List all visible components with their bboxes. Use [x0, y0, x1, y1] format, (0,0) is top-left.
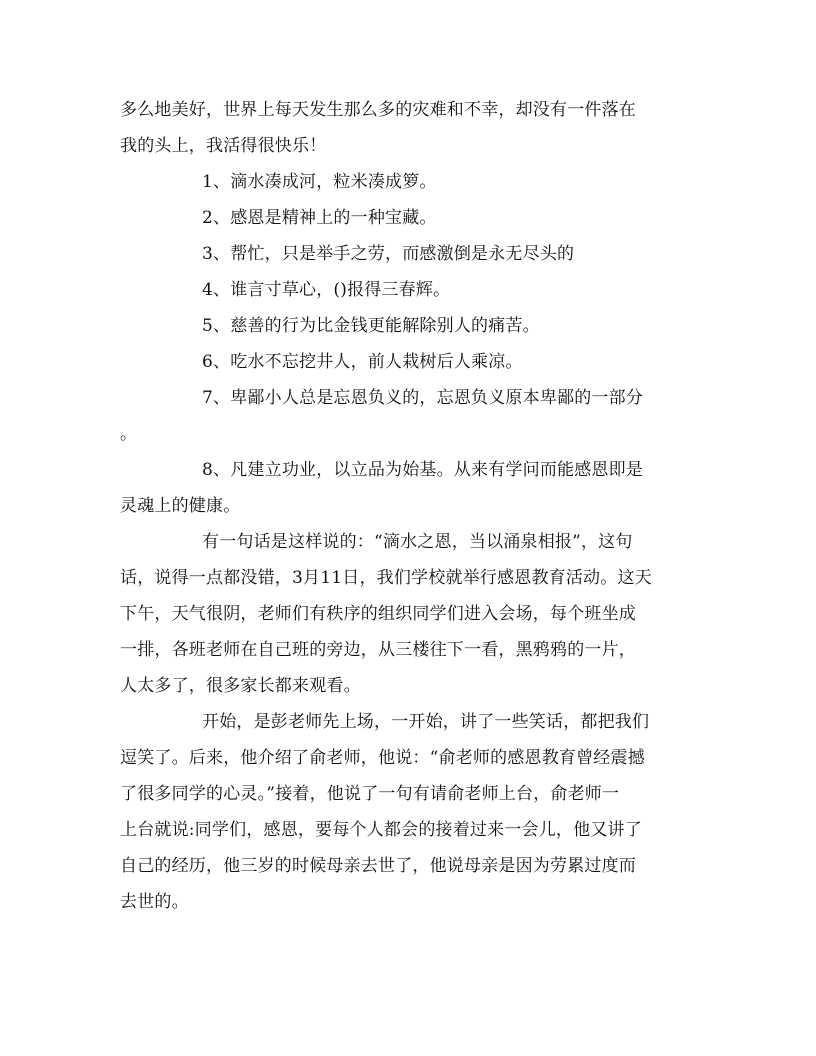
paragraph-2-line: 自己的经历，他三岁的时候母亲去世了，他说母亲是因为劳累过度而 — [120, 856, 636, 876]
intro-line: 我的头上，我活得很快乐！ — [120, 136, 327, 156]
paragraph-2-line: 上台就说:同学们，感恩，要每个人都会的接着过来一会儿，他又讲了 — [120, 820, 642, 840]
quote-item-8-wrap: 灵魂上的健康。 — [120, 496, 241, 516]
paragraph-1-line: 下午，天气很阴，老师们有秩序的组织同学们进入会场，每个班坐成 — [120, 604, 636, 624]
paragraph-1-line: 有一句话是这样说的：“滴水之恩，当以涌泉相报”，这句 — [202, 532, 633, 552]
intro-line: 多么地美好，世界上每天发生那么多的灾难和不幸，却没有一件落在 — [120, 100, 636, 120]
paragraph-2-line: 了很多同学的心灵。”接着，他说了一句有请俞老师上台，俞老师一 — [120, 784, 620, 804]
quote-item-1: 1、滴水凑成河，粒米凑成箩。 — [202, 172, 437, 192]
quote-item-7: 7、卑鄙小人总是忘恩负义的，忘恩负义原本卑鄙的一部分 — [202, 388, 644, 408]
paragraph-1-line: 话，说得一点都没错，3月11日，我们学校就举行感恩教育活动。这天 — [120, 568, 652, 588]
paragraph-2-line: 开始，是彭老师先上场，一开始，讲了一些笑话，都把我们 — [202, 712, 650, 732]
quote-item-5: 5、慈善的行为比金钱更能解除别人的痛苦。 — [202, 316, 540, 336]
quote-item-2: 2、感恩是精神上的一种宝藏。 — [202, 208, 437, 228]
paragraph-1-line: 人太多了，很多家长都来观看。 — [120, 676, 361, 696]
quote-item-6: 6、吃水不忘挖井人，前人栽树后人乘凉。 — [202, 352, 523, 372]
paragraph-2-line: 逗笑了。后来，他介绍了俞老师，他说：“俞老师的感恩教育曾经震撼 — [120, 748, 645, 768]
document-body — [120, 92, 696, 920]
quote-item-3: 3、帮忙，只是举手之劳，而感激倒是永无尽头的 — [202, 244, 575, 264]
paragraph-2-line: 去世的。 — [120, 892, 189, 912]
quote-item-7-wrap: 。 — [120, 424, 138, 444]
paragraph-1-line: 一排，各班老师在自己班的旁边，从三楼往下一看，黑鸦鸦的一片， — [120, 640, 636, 660]
quote-item-8: 8、凡建立功业，以立品为始基。从来有学问而能感恩即是 — [202, 460, 644, 480]
quote-item-4: 4、谁言寸草心，()报得三春辉。 — [202, 280, 451, 300]
